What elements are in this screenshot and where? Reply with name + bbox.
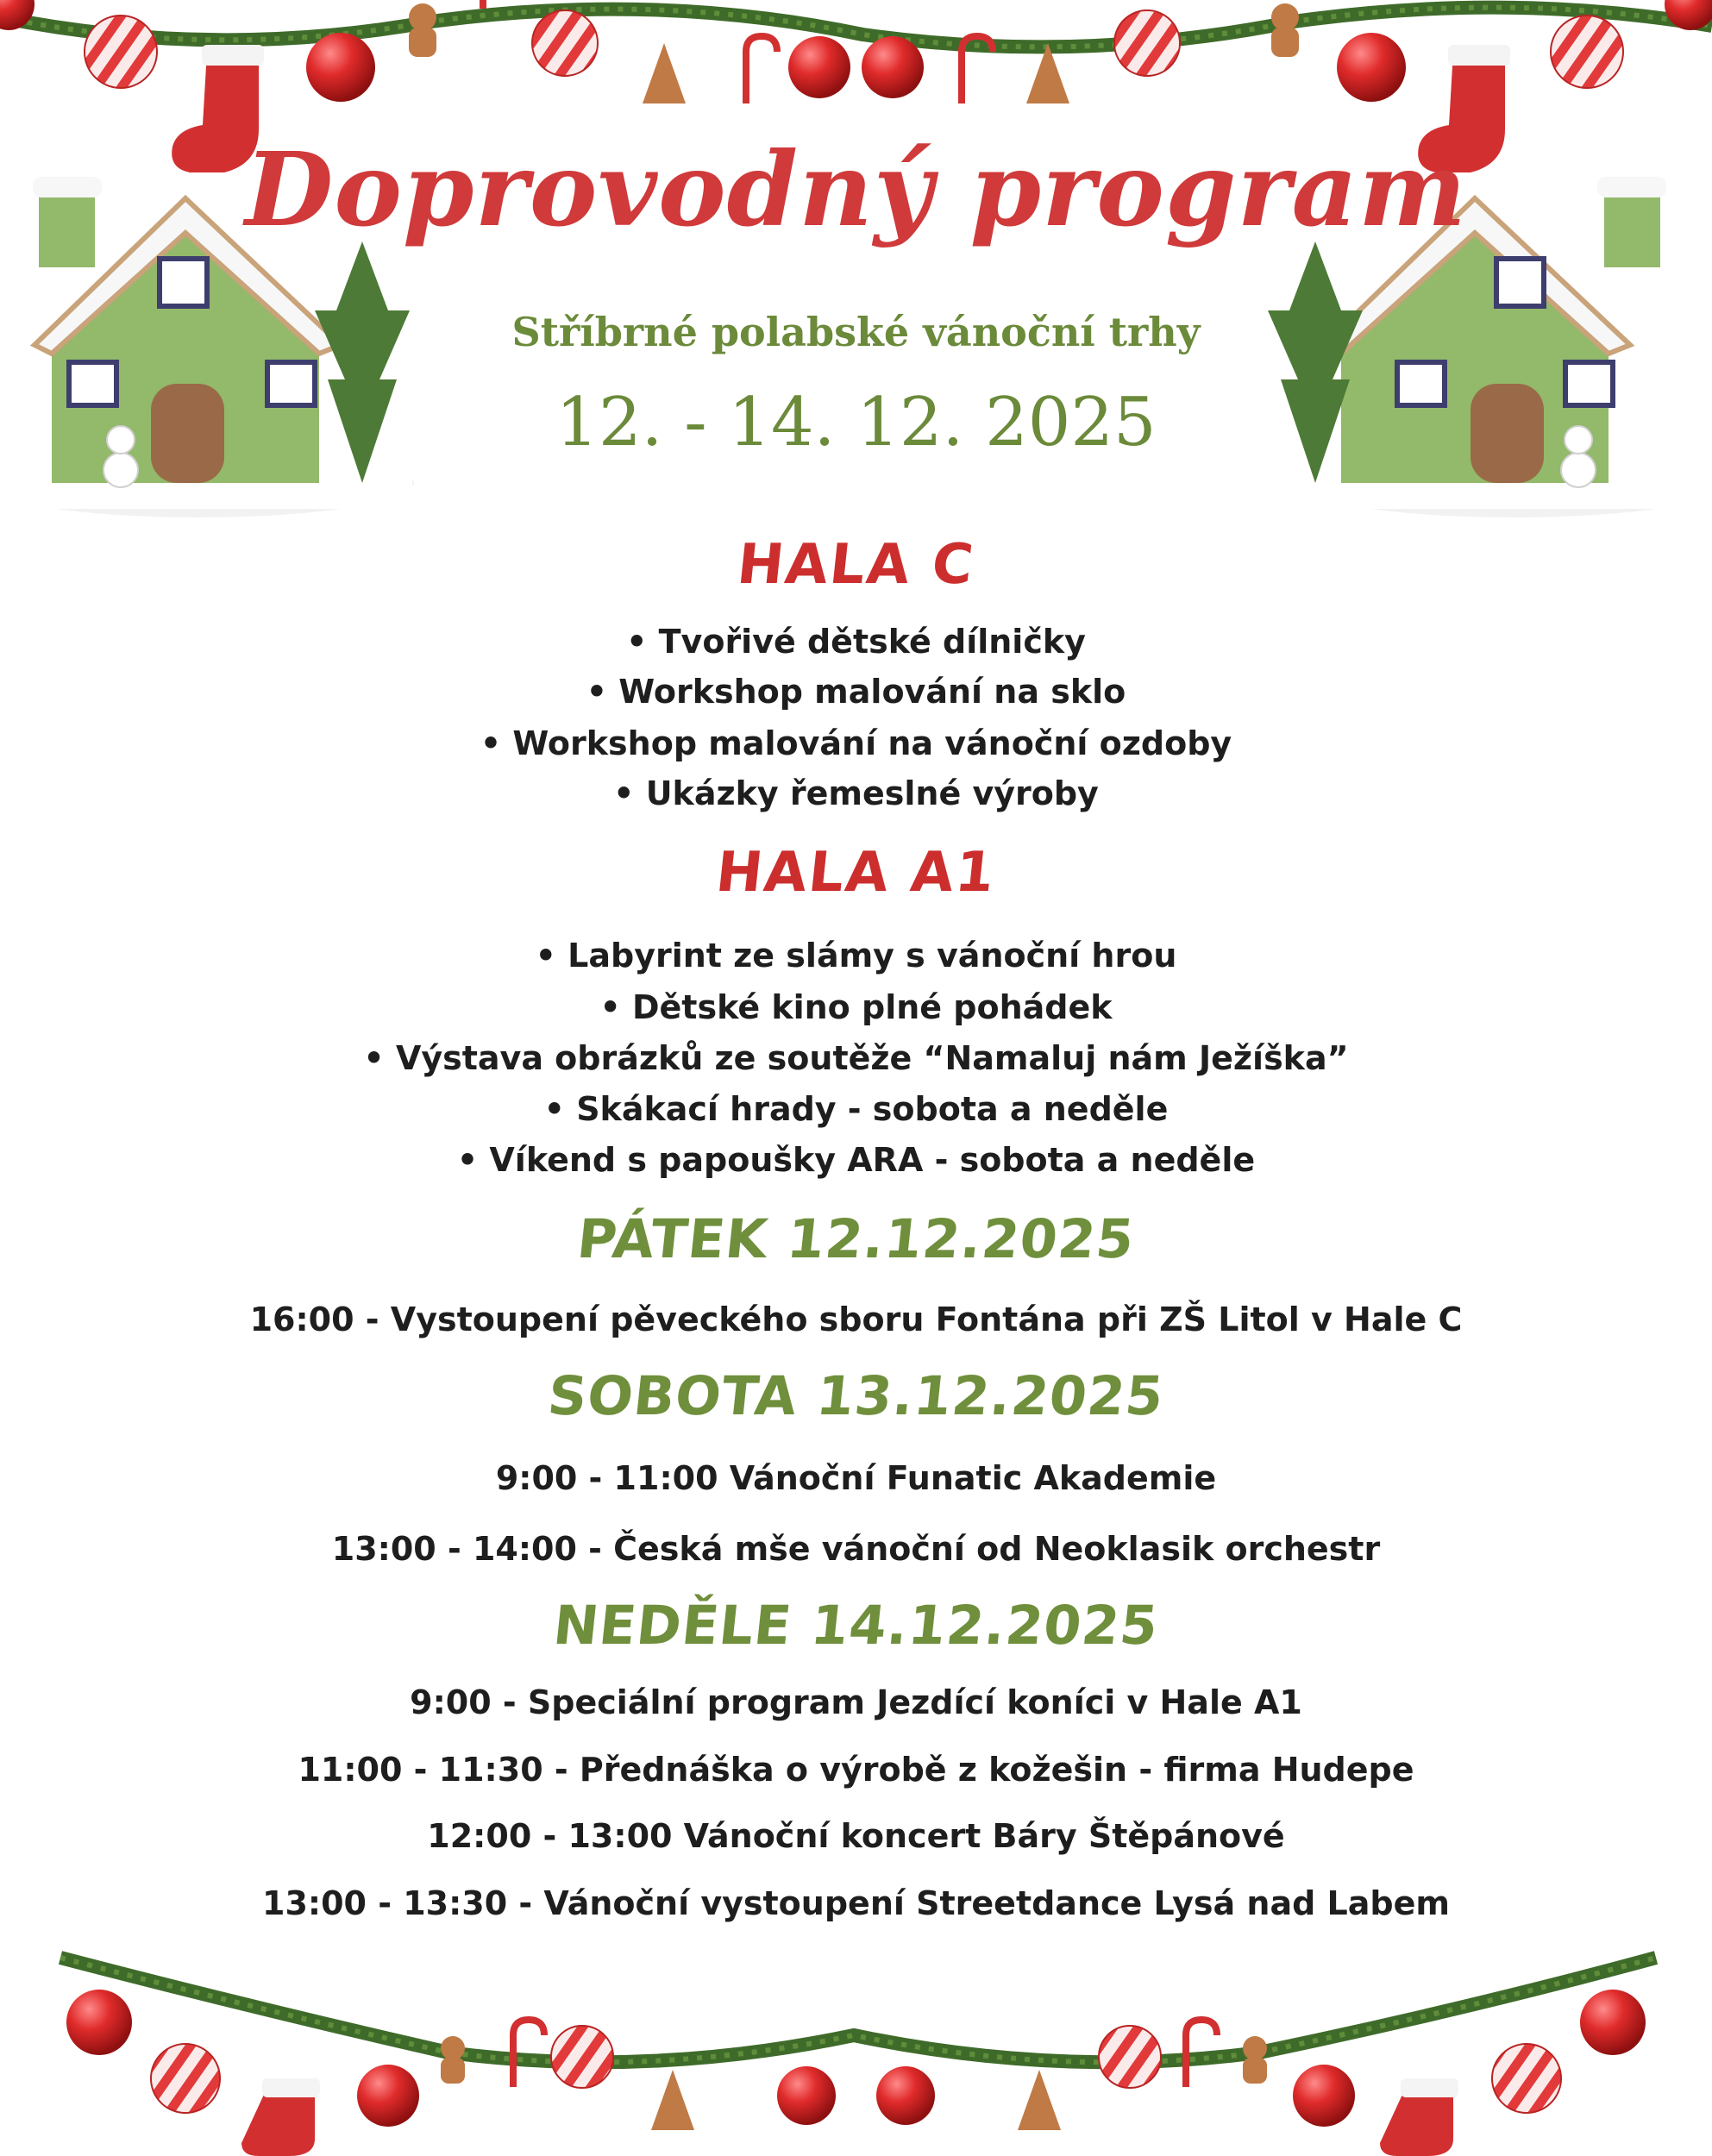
schedule-item: 12:00 - 13:00 Vánoční koncert Báry Štěpánové <box>427 1817 1285 1855</box>
list-item: • Labyrint ze slámy s vánoční hrou <box>0 937 1712 975</box>
list-item: • Víkend s papoušky ARA - sobota a neděle <box>0 1141 1712 1179</box>
list-item: • Dětské kino plné pohádek <box>0 988 1712 1026</box>
schedule-item: 13:00 - 13:30 - Vánoční vystoupení Streetdance Lysá nad Labem <box>262 1884 1450 1922</box>
list-item: • Workshop malování na sklo <box>0 673 1712 711</box>
hall-c-heading: HALA C <box>734 533 978 597</box>
list-item: • Workshop malování na vánoční ozdoby <box>0 724 1712 762</box>
sunday-heading: NEDĚLE 14.12.2025 <box>550 1594 1162 1657</box>
event-subtitle: Stříbrné polabské vánoční trhy <box>511 309 1201 355</box>
friday-heading: PÁTEK 12.12.2025 <box>574 1207 1138 1270</box>
schedule-item: 11:00 - 11:30 - Přednáška o výrobě z kožešin - firma Hudepe <box>298 1751 1414 1789</box>
schedule-item: 9:00 - Speciální program Jezdící koníci v Hale A1 <box>410 1683 1302 1721</box>
event-dates: 12. - 14. 12. 2025 <box>555 384 1157 461</box>
saturday-heading: SOBOTA 13.12.2025 <box>544 1364 1168 1427</box>
list-item: • Tvořivé dětské dílničky <box>0 623 1712 661</box>
list-item: • Skákací hrady - sobota a neděle <box>0 1090 1712 1128</box>
schedule-item: 13:00 - 14:00 - Česká mše vánoční od Neoklasik orchestr <box>331 1530 1381 1568</box>
page-title: Doprovodný program <box>244 129 1467 249</box>
schedule-item: 9:00 - 11:00 Vánoční Funatic Akademie <box>495 1459 1217 1497</box>
hall-a1-heading: HALA A1 <box>712 841 1000 905</box>
list-item: • Ukázky řemeslné výroby <box>0 774 1712 812</box>
bottom-garland-icon <box>60 1958 1656 2156</box>
list-item: • Výstava obrázků ze soutěže “Namaluj nám Ježíška” <box>0 1039 1712 1077</box>
schedule-item: 16:00 - Vystoupení pěveckého sboru Fontána při ZŠ Litol v Hale C <box>249 1300 1463 1338</box>
